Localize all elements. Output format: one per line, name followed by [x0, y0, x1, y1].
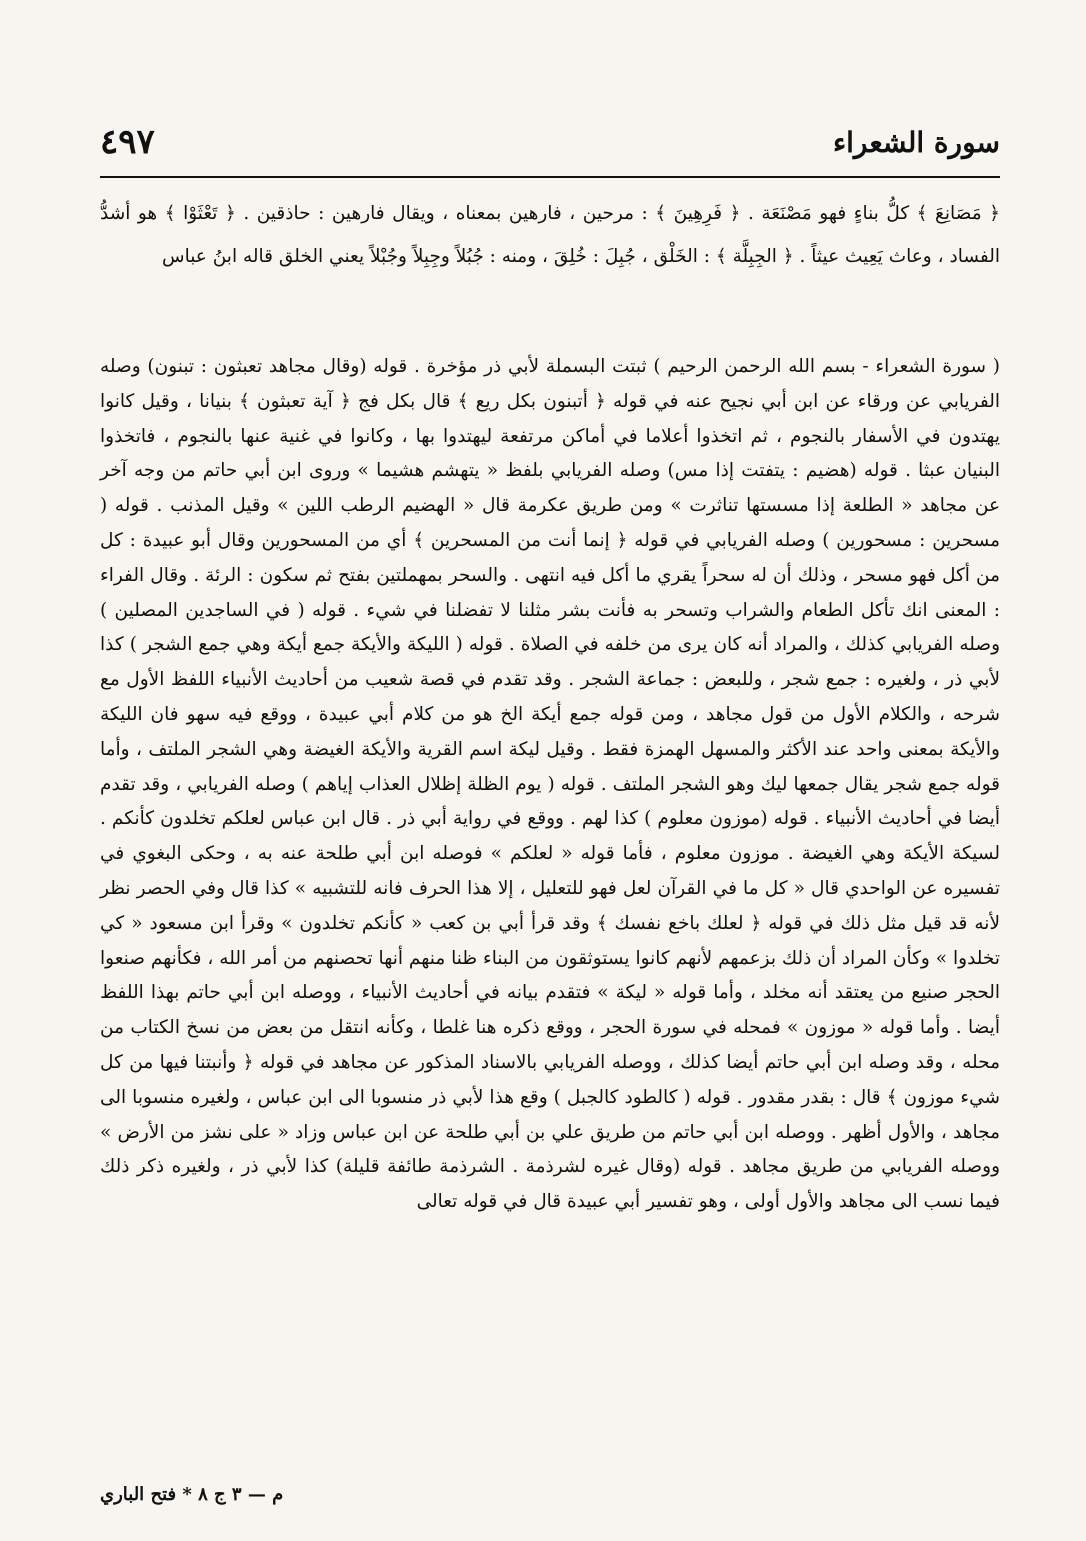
- page-header: [100, 118, 1000, 178]
- footer-signature: م — ٣ ج ٨ * فتح الباري: [100, 1484, 284, 1505]
- quran-commentary-block: [100, 192, 1000, 278]
- surah-title: سورة الشعراء: [832, 126, 1000, 159]
- quran-commentary-paragraph: ﴿ مَصَانِعَ ﴾ كلُّ بناءٍ فهو مَصْنَعَة . ﴿ فَرِهِينَ ﴾ : مرحين ، فارهين بمعناه ، ويقال فارهين : حاذقين . ﴿ تَعْثَوْا ﴾ هو أشدُّ الفساد ، وعاث يَعِيث عيثاً . ﴿ الجِبِلَّة ﴾ : الخَلْق ، جُبِلَ : خُلِقَ ، ومنه : جُبُلاً وجِبِلاً وجُبْلاً يعني الخلق قاله ابنُ عباس: [100, 203, 1000, 267]
- commentary-block: [100, 350, 1000, 1220]
- page-number: ٤٩٧: [100, 122, 155, 162]
- commentary-paragraph: ( سورة الشعراء - بسم الله الرحمن الرحيم ) ثبتت البسملة لأبي ذر مؤخرة . قوله (وقال مجاهد تعبثون : تبنون) وصله الفريابي عن ورقاء عن ابن أبي نجيح عنه في قوله ﴿ أتبنون بكل ريع ﴾ قال بكل فج ﴿ آية تعبثون ﴾ بنيانا ، وقيل كانوا يهتدون في الأسفار بالنجوم ، ثم اتخذوا أعلاما في أماكن مرتفعة ليهتدوا بها ، وكانوا في غنية عنها بالنجوم ، فاتخذوا البنيان عبثا . قوله (هضيم : يتفتت إذا مس) وصله الفريابي بلفظ « يتهشم هشيما » وروى ابن أبي حاتم من وجه آخر عن مجاهد « الطلعة إذا مسستها تناثرت » ومن طريق عكرمة قال « الهضيم الرطب اللين » وقيل المذنب . قوله ( مسحرين : مسحورين ) وصله الفريابي في قوله ﴿ إنما أنت من المسحرين ﴾ أي من المسحورين وقال أبو عبيدة : كل من أكل فهو مسحر ، وذلك أن له سحراً يقري ما أكل فيه انتهى . والسحر بمهملتين بفتح ثم سكون : الرئة . وقال الفراء : المعنى انك تأكل الطعام والشراب وتسحر به فأنت بشر مثلنا لا تفضلنا في شيء . قوله ( في الساجدين المصلين ) وصله الفريابي كذلك ، والمراد أنه كان يرى من خلفه في الصلاة . قوله ( الليكة والأيكة جمع أيكة وهي جمع الشجر ) كذا لأبي ذر ، ولغيره : جمع شجر ، وللبعض : جماعة الشجر . وقد تقدم في قصة شعيب من أحاديث الأنبياء اللفظ الأول مع شرحه ، والكلام الأول من قول مجاهد ، ومن قوله جمع أيكة الخ هو من كلام أبي عبيدة ، ووقع فيه سهو فان الليكة والأيكة بمعنى واحد عند الأكثر والمسهل الهمزة فقط . وقيل ليكة اسم القرية والأيكة الغيضة وهي الشجر الملتف ، وأما قوله جمع شجر يقال جمعها ليك وهو الشجر الملتف . قوله ( يوم الظلة إظلال العذاب إياهم ) وصله الفريابي ، وقد تقدم أيضا في أحاديث الأنبياء . قوله (موزون معلوم ) كذا لهم . ووقع في رواية أبي ذر . قال ابن عباس لعلكم تخلدون كأنكم . لسيكة الأيكة وهي الغيضة . موزون معلوم ، فأما قوله « لعلكم » فوصله ابن أبي طلحة عنه به ، وحكى البغوي في تفسيره عن الواحدي قال « كل ما في القرآن لعل فهو للتعليل ، إلا هذا الحرف فانه للتشبيه » كذا قال وفي الحصر نظر لأنه قد قيل مثل ذلك في قوله ﴿ لعلك باخع نفسك ﴾ وقد قرأ أبي بن كعب « كأنكم تخلدون » وقرأ ابن مسعود « كي تخلدوا » وكأن المراد أن ذلك بزعمهم لأنهم كانوا يستوثقون من البناء ظنا منهم أنها تحصنهم من أمر الله ، فكأنهم صنعوا الحجر صنيع من يعتقد أنه مخلد ، وأما قوله « ليكة » فتقدم بيانه في أحاديث الأنبياء ، ووصله ابن أبي حاتم بهذا اللفظ أيضا . وأما قوله « موزون » فمحله في سورة الحجر ، ووقع ذكره هنا غلطا ، وكأنه انتقل من بعض من نسخ الكتاب من محله ، وقد وصله ابن أبي حاتم أيضا كذلك ، ووصله الفريابي بالاسناد المذكور عن مجاهد في قوله ﴿ وأنبتنا فيها من كل شيء موزون ﴾ قال : بقدر مقدور . قوله ( كالطود كالجبل ) وقع هذا لأبي ذر منسوبا الى ابن عباس ، ولغيره منسوبا الى مجاهد ، والأول أظهر . ووصله ابن أبي حاتم من طريق علي بن أبي طلحة عن ابن عباس وزاد « على نشز من الأرض » ووصله الفريابي من طريق مجاهد . قوله (وقال غيره لشرذمة . الشرذمة طائفة قليلة) كذا لأبي ذر ، ولغيره ذكر ذلك فيما نسب الى مجاهد والأول أولى ، وهو تفسير أبي عبيدة قال في قوله تعالى: [100, 356, 1000, 1213]
